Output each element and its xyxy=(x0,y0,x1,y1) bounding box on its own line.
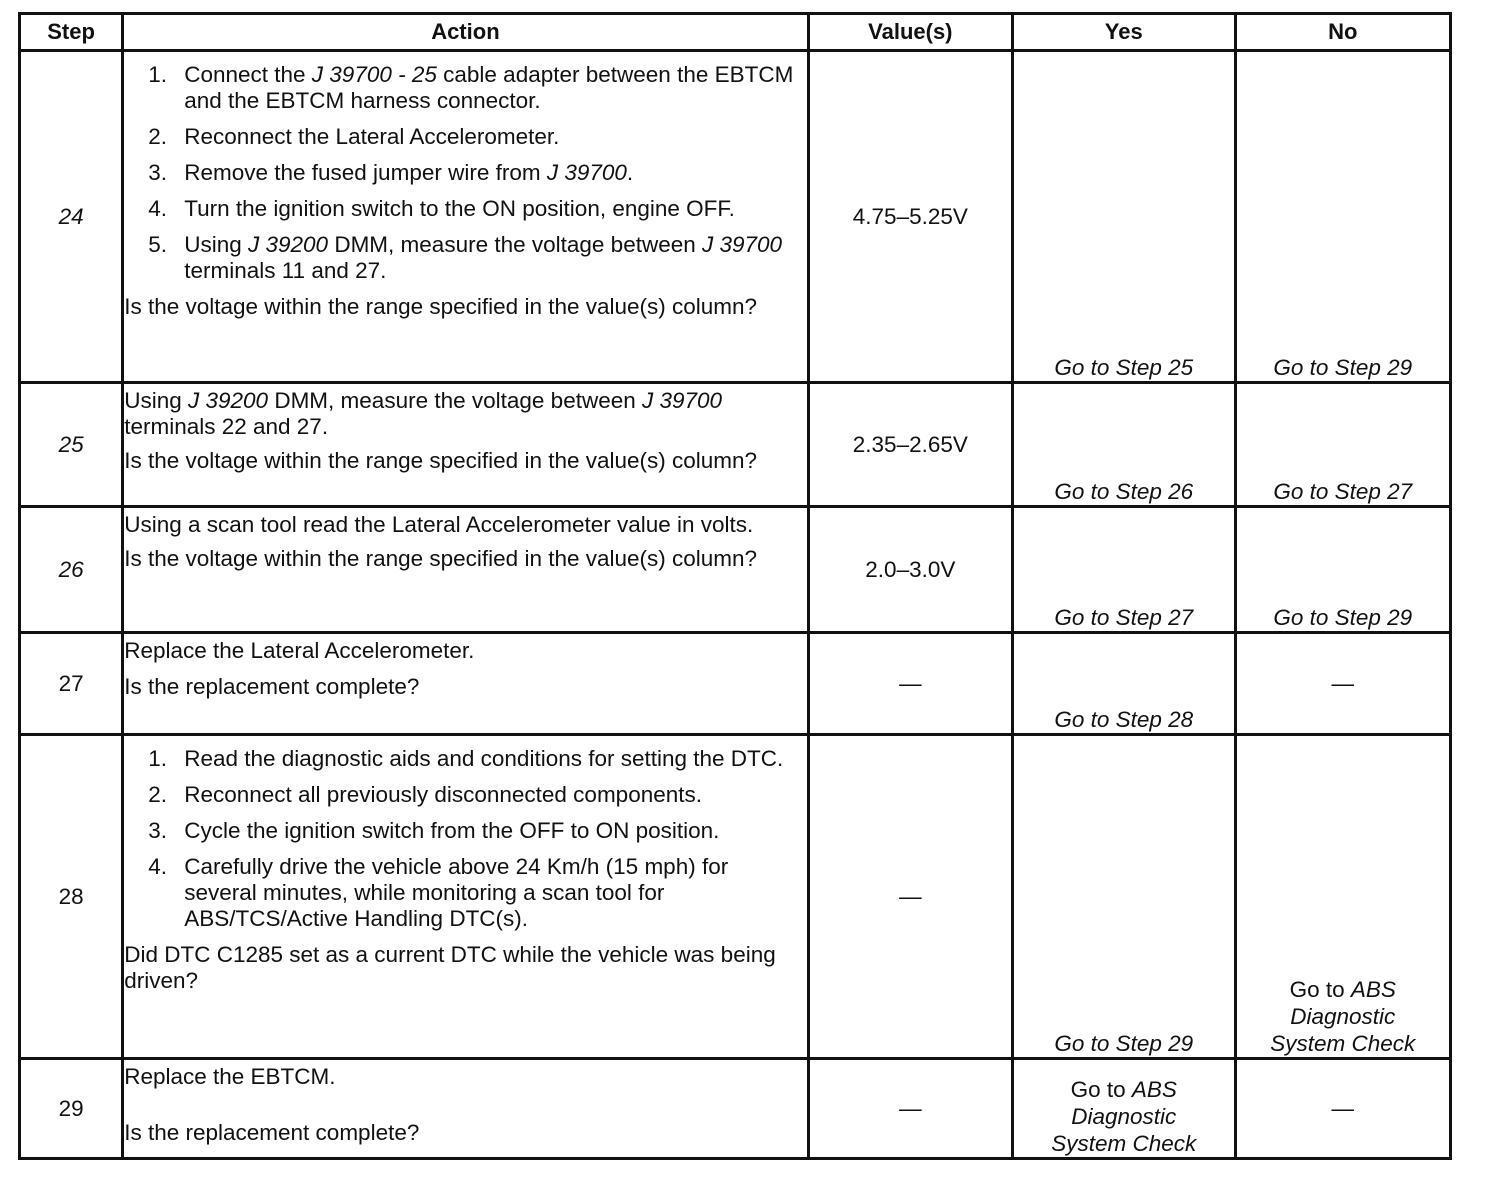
action-text: Using J 39200 DMM, measure the voltage between J 39700 terminals 22 and 27. xyxy=(124,388,723,439)
step-number: 25 xyxy=(20,383,123,507)
step-number: 28 xyxy=(20,735,123,1059)
value-cell: — xyxy=(808,1059,1012,1159)
action-item: 2. Reconnect all previously disconnected components. xyxy=(148,782,702,807)
table-row-step-27 xyxy=(20,633,1451,735)
action-question: Is the voltage within the range specified in the value(s) column? xyxy=(124,448,758,473)
yes-cell xyxy=(1013,383,1235,507)
no-link[interactable]: Go to Step 29 xyxy=(1273,355,1413,380)
yes-cell xyxy=(1013,507,1235,633)
action-cell xyxy=(123,1059,808,1159)
yes-cell xyxy=(1013,1059,1235,1159)
yes-link[interactable]: Go to Step 27 xyxy=(1054,605,1194,630)
action-cell xyxy=(123,383,808,507)
action-item: 1. Connect the J 39700 - 25 cable adapter between the EBTCM and the EBTCM harness connector. xyxy=(148,62,794,113)
no-cell xyxy=(1235,51,1451,383)
yes-link[interactable]: Go to Step 26 xyxy=(1054,479,1194,504)
action-item: 5. Using J 39200 DMM, measure the voltage between J 39700 terminals 11 and 27. xyxy=(148,232,783,283)
table-row-step-25 xyxy=(20,383,1451,507)
action-question: Did DTC C1285 set as a current DTC while the vehicle was being driven? xyxy=(124,942,776,993)
action-item: 1. Read the diagnostic aids and conditions for setting the DTC. xyxy=(148,746,784,771)
action-question: Is the replacement complete? xyxy=(124,1120,420,1145)
step-number: 27 xyxy=(20,633,123,735)
action-item: 4. Carefully drive the vehicle above 24 Km/h (15 mph) for several minutes, while monitoring a scan tool for ABS/TCS/Active Handling DTC(s). xyxy=(148,854,729,931)
no-cell xyxy=(1235,507,1451,633)
yes-cell xyxy=(1013,633,1235,735)
header-yes: Yes xyxy=(1013,14,1235,51)
no-link[interactable]: Go to Step 27 xyxy=(1273,479,1413,504)
action-list xyxy=(124,746,806,932)
yes-link[interactable]: Go to Step 28 xyxy=(1054,707,1194,732)
action-question: Is the voltage within the range specified in the value(s) column? xyxy=(124,546,758,571)
action-cell xyxy=(123,507,808,633)
action-cell xyxy=(123,735,808,1059)
table-row-step-24 xyxy=(20,51,1451,383)
action-text: Replace the Lateral Accelerometer. xyxy=(124,638,475,663)
action-cell xyxy=(123,51,808,383)
step-number: 26 xyxy=(20,507,123,633)
action-item: 4. Turn the ignition switch to the ON position, engine OFF. xyxy=(148,196,735,221)
header-step: Step xyxy=(20,14,123,51)
table-row-step-26 xyxy=(20,507,1451,633)
no-cell xyxy=(1235,383,1451,507)
action-question: Is the voltage within the range specified in the value(s) column? xyxy=(124,294,758,319)
yes-link[interactable]: Go to Step 29 xyxy=(1054,1031,1194,1056)
step-number: 24 xyxy=(20,51,123,383)
action-item: 2. Reconnect the Lateral Accelerometer. xyxy=(148,124,560,149)
table-row-step-28 xyxy=(20,735,1451,1059)
header-row xyxy=(20,14,1451,51)
yes-cell xyxy=(1013,51,1235,383)
value-cell: 4.75–5.25V xyxy=(808,51,1012,383)
action-text: Using a scan tool read the Lateral Accelerometer value in volts. xyxy=(124,512,754,537)
header-action: Action xyxy=(123,14,808,51)
yes-cell xyxy=(1013,735,1235,1059)
header-value: Value(s) xyxy=(808,14,1012,51)
diagnostic-steps-table xyxy=(18,12,1452,1160)
action-item: 3. Remove the fused jumper wire from J 39700. xyxy=(148,160,634,185)
no-cell: — xyxy=(1235,633,1451,735)
no-link[interactable]: Go to ABS Diagnostic System Check xyxy=(1270,977,1416,1056)
value-cell: 2.35–2.65V xyxy=(808,383,1012,507)
no-link[interactable]: Go to Step 29 xyxy=(1273,605,1413,630)
diagnostic-table-page xyxy=(18,12,1452,1160)
action-text: Replace the EBTCM. xyxy=(124,1064,336,1089)
value-cell: — xyxy=(808,735,1012,1059)
header-no: No xyxy=(1235,14,1451,51)
table-row-step-29 xyxy=(20,1059,1451,1159)
value-cell: 2.0–3.0V xyxy=(808,507,1012,633)
action-item: 3. Cycle the ignition switch from the OFF to ON position. xyxy=(148,818,720,843)
action-question: Is the replacement complete? xyxy=(124,674,420,699)
action-cell xyxy=(123,633,808,735)
step-number: 29 xyxy=(20,1059,123,1159)
no-cell: — xyxy=(1235,1059,1451,1159)
yes-link[interactable]: Go to ABS Diagnostic System Check xyxy=(1051,1077,1197,1156)
value-cell: — xyxy=(808,633,1012,735)
action-list xyxy=(124,62,806,284)
yes-link[interactable]: Go to Step 25 xyxy=(1054,355,1194,380)
no-cell xyxy=(1235,735,1451,1059)
